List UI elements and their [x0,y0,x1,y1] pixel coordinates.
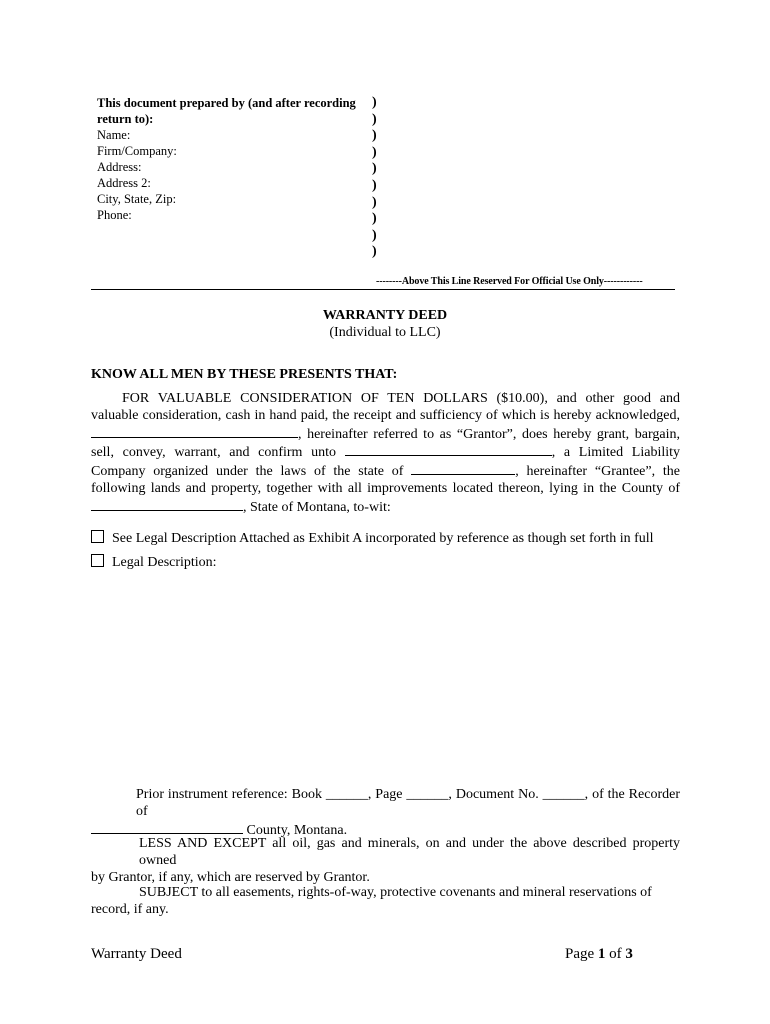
footer-page-number [565,946,633,963]
phone-field-label: Phone: [97,208,132,222]
paren: ) [372,211,377,227]
page-total: 3 [625,946,633,962]
county-blank[interactable] [91,498,243,511]
paren: ) [372,177,377,193]
legal-description-option[interactable] [91,554,217,571]
consideration-line-6: following lands and property, together with all improvements located thereon, lying in the County of [91,480,680,496]
page-prefix: Page [565,946,598,962]
paren: ) [372,244,377,260]
consideration-line-5 [91,462,680,481]
document-subtitle: (Individual to LLC) [329,325,441,340]
convey-clause: sell, convey, warrant, and confirm unto [91,445,337,461]
know-all-heading: KNOW ALL MEN BY THESE PRESENTS THAT: [91,367,398,382]
less-and-except-paragraph [91,836,680,886]
subject-to-line-1: SUBJECT to all easements, rights-of-way, protective covenants and mineral reservations of [139,885,652,900]
legal-description-label: Legal Description: [112,555,217,570]
grantor-name-blank[interactable] [91,425,298,438]
grantee-clause: , hereinafter “Grantee”, the [515,464,680,480]
legal-description-checkbox[interactable] [91,554,104,567]
consideration-line-7 [91,498,680,517]
paren-column [372,95,377,261]
paren: ) [372,111,377,127]
montana-clause: , State of Montana, to-wit: [243,499,391,515]
page-of: of [605,946,626,962]
county-montana-text: County, Montana. [246,822,348,838]
subject-to-line-2: record, if any. [91,901,169,917]
header-divider [91,289,675,290]
page-current: 1 [597,946,606,962]
state-clause: Company organized under the laws of the state of [91,464,404,480]
address-field-label: Address: [97,160,142,174]
firm-field-label: Firm/Company: [97,144,177,158]
consideration-paragraph [91,391,680,517]
paren: ) [372,95,377,110]
paren: ) [372,161,377,177]
document-title: WARRANTY DEED [322,308,448,323]
subject-to-paragraph [91,885,680,919]
name-field-label: Name: [97,128,131,142]
consideration-line-2: valuable consideration, cash in hand paid, the receipt and sufficiency of which is hereby acknowledged, [91,407,680,423]
paren: ) [372,227,377,243]
exhibit-a-option[interactable] [91,530,654,547]
exhibit-a-checkbox[interactable] [91,530,104,543]
consideration-line-3 [91,425,680,444]
grantee-name-blank[interactable] [345,443,552,456]
address2-field-label: Address 2: [97,176,151,190]
recorder-county-blank[interactable] [91,821,243,834]
paren: ) [372,194,377,210]
paren: ) [372,128,377,144]
llc-clause: , a Limited Liability [551,445,681,461]
consideration-line-1: FOR VALUABLE CONSIDERATION OF TEN DOLLARS ($10.00), and other good and [122,391,680,406]
grantor-clause: , hereinafter referred to as “Grantor”, does hereby grant, bargain, [298,426,680,442]
official-use-line: --------Above This Line Reserved For Official Use Only------------ [376,276,643,287]
prior-instrument-paragraph [91,787,680,839]
paren: ) [372,144,377,160]
consideration-line-4 [91,443,680,462]
preparer-block [97,95,377,223]
city-state-zip-field-label: City, State, Zip: [97,192,177,206]
exhibit-a-label: See Legal Description Attached as Exhibit A incorporated by reference as though set forth in full [112,531,654,546]
less-except-line-2: by Grantor, if any, which are reserved by Grantor. [91,869,370,885]
prior-instrument-line-1: Prior instrument reference: Book ______, Page ______, Document No. ______, of the Recorder of [136,787,680,819]
prepared-by-label: This document prepared by (and after recording [97,96,356,110]
state-blank[interactable] [411,462,515,475]
less-except-line-1: LESS AND EXCEPT all oil, gas and minerals, on and under the above described property owned [139,836,680,868]
footer-document-name: Warranty Deed [91,946,182,962]
return-to-label: return to): [97,112,154,126]
